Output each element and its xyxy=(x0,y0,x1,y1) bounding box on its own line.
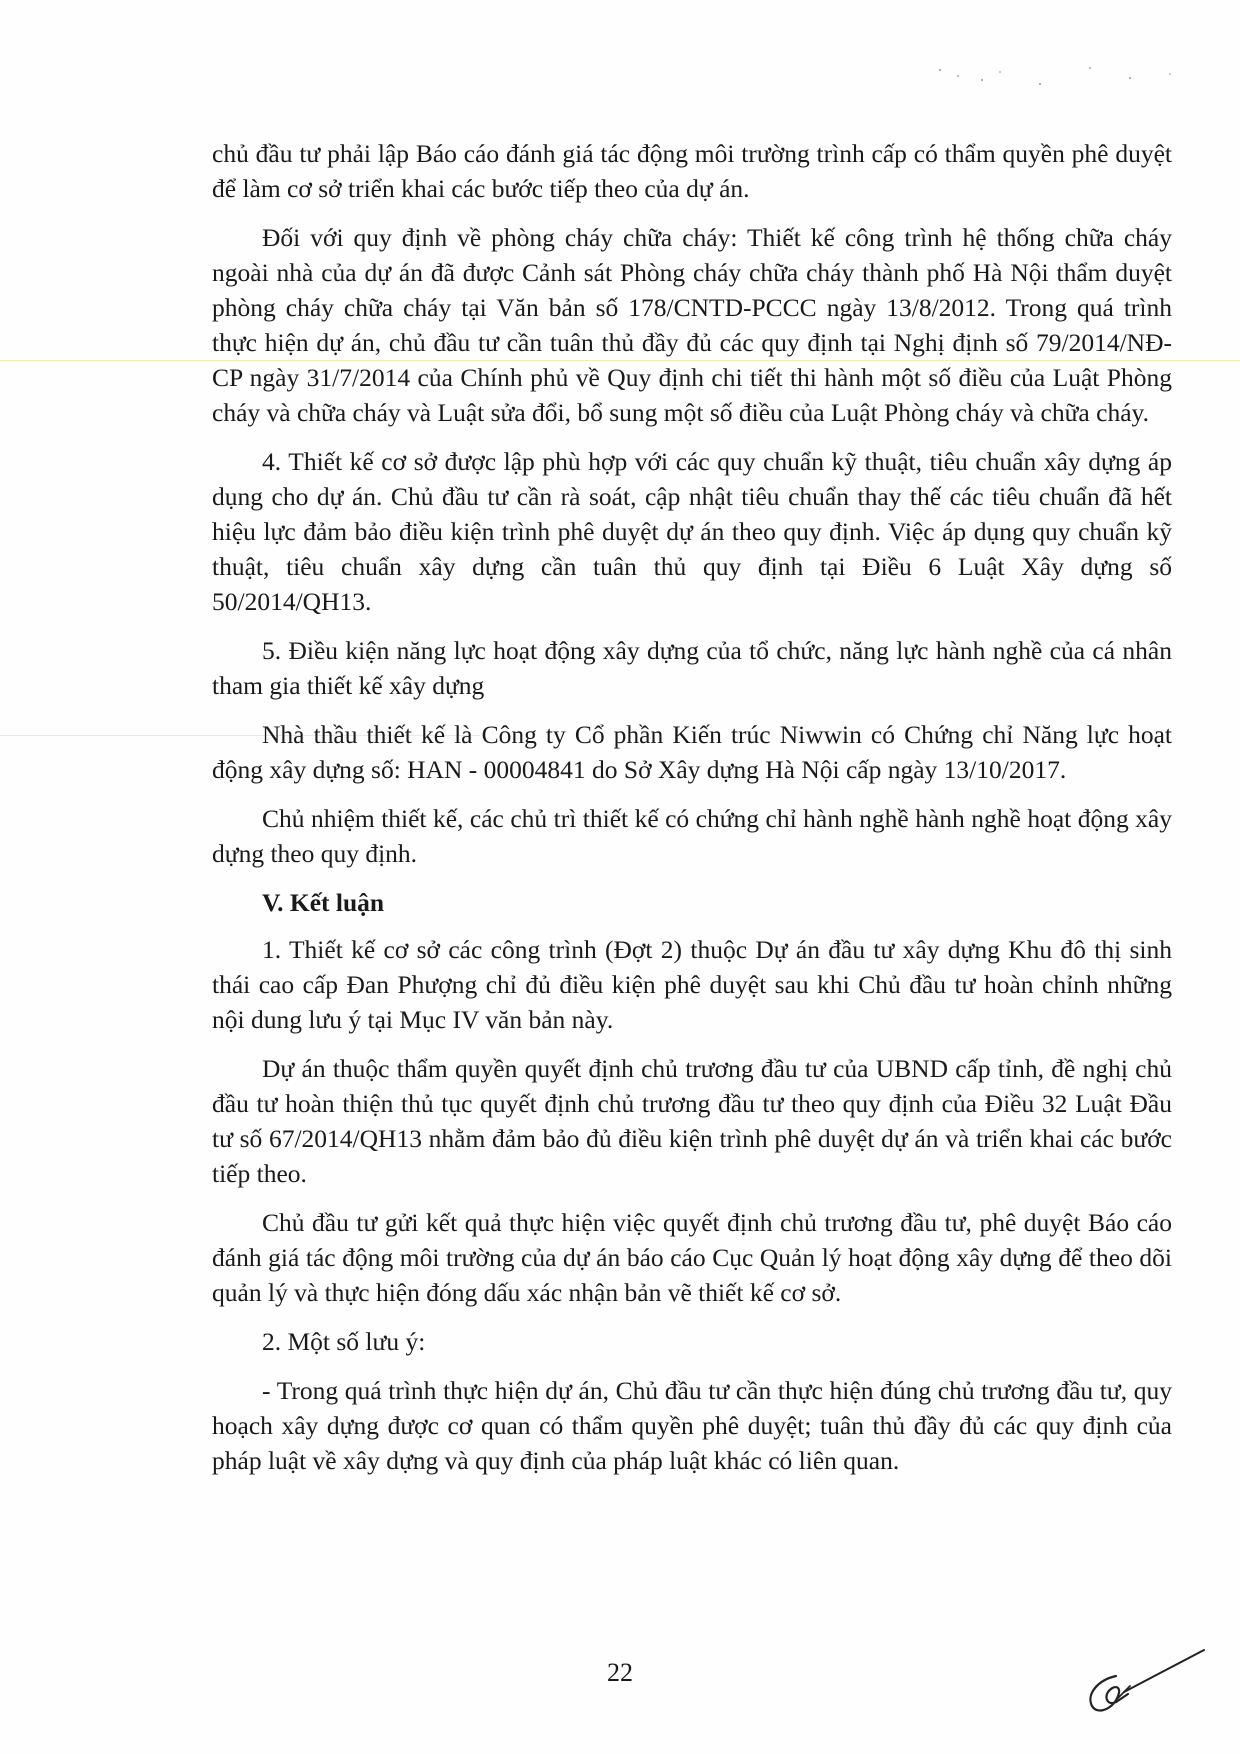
paragraph-fire-safety: Đối với quy định về phòng cháy chữa cháy: Thiết kế công trình hệ thống chữa cháy ngoài nhà của dự án đã được Cảnh sát Phòng cháy chữa cháy thành phố Hà Nội thẩm duyệt phòng cháy chữa cháy tại Văn bản số 178/CNTD-PCCC ngày 13/8/2012. Trong quá trình thực hiện dự án, chủ đầu tư cần tuân thủ đầy đủ các quy định tại Nghị định số 79/2014/NĐ-CP ngày 31/7/2014 của Chính phủ về Quy định chi tiết thi hành một số điều của Luật Phòng cháy và chữa cháy và Luật sửa đổi, bổ sung một số điều của Luật Phòng cháy và chữa cháy. xyxy=(212,223,1172,427)
paragraph-design-contractor: Nhà thầu thiết kế là Công ty Cổ phần Kiến trúc Niwwin có Chứng chỉ Năng lực hoạt động xây dựng số: HAN - 00004841 do Sở Xây dựng Hà Nội cấp ngày 13/10/2017. xyxy=(212,720,1172,784)
paragraph-notes-heading: 2. Một số lưu ý: xyxy=(262,1327,426,1356)
document-body xyxy=(212,136,1172,1492)
paragraph-investment-policy: Dự án thuộc thẩm quyền quyết định chủ trương đầu tư của UBND cấp tỉnh, đề nghị chủ đầu tư hoàn thiện thủ tục quyết định chủ trương đầu tư theo quy định của Điều 32 Luật Đầu tư số 67/2014/QH13 nhằm đảm bảo đủ điều kiện trình phê duyệt dự án và triển khai các bước tiếp theo. xyxy=(212,1054,1172,1188)
section-heading-conclusion: V. Kết luận xyxy=(262,888,385,917)
page-number: 22 xyxy=(607,1658,633,1687)
paragraph-design-standards: 4. Thiết kế cơ sở được lập phù hợp với các quy chuẩn kỹ thuật, tiêu chuẩn xây dựng áp dụng cho dự án. Chủ đầu tư cần rà soát, cập nhật tiêu chuẩn thay thế các tiêu chuẩn đã hết hiệu lực đảm bảo điều kiện trình phê duyệt dự án theo quy định. Việc áp dụng quy chuẩn kỹ thuật, tiêu chuẩn xây dựng cần tuân thủ quy định tại Điều 6 Luật Xây dựng số 50/2014/QH13. xyxy=(212,447,1172,616)
paragraph-environment-report: chủ đầu tư phải lập Báo cáo đánh giá tác động môi trường trình cấp có thẩm quyền phê duyệt để làm cơ sở triển khai các bước tiếp theo của dự án. xyxy=(212,139,1172,203)
paragraph-conclusion-1: 1. Thiết kế cơ sở các công trình (Đợt 2) thuộc Dự án đầu tư xây dựng Khu đô thị sinh thái cao cấp Đan Phượng chỉ đủ điều kiện phê duyệt sau khi Chủ đầu tư hoàn chỉnh những nội dung lưu ý tại Mục IV văn bản này. xyxy=(212,935,1172,1034)
paragraph-capacity-conditions: 5. Điều kiện năng lực hoạt động xây dựng của tổ chức, năng lực hành nghề của cá nhân tham gia thiết kế xây dựng xyxy=(212,636,1172,700)
paragraph-report-submission: Chủ đầu tư gửi kết quả thực hiện việc quyết định chủ trương đầu tư, phê duyệt Báo cáo đánh giá tác động môi trường của dự án báo cáo Cục Quản lý hoạt động xây dựng để theo dõi quản lý và thực hiện đóng dấu xác nhận bản vẽ thiết kế cơ sở. xyxy=(212,1208,1172,1307)
scan-specks xyxy=(930,62,1190,92)
paragraph-design-leads: Chủ nhiệm thiết kế, các chủ trì thiết kế có chứng chỉ hành nghề hành nghề hoạt động xây dựng theo quy định. xyxy=(212,804,1172,868)
paragraph-note-compliance: - Trong quá trình thực hiện dự án, Chủ đầu tư cần thực hiện đúng chủ trương đầu tư, quy hoạch xây dựng được cơ quan có thẩm quyền phê duyệt; tuân thủ đầy đủ các quy định của pháp luật về xây dựng và quy định của pháp luật khác có liên quan. xyxy=(212,1376,1172,1475)
